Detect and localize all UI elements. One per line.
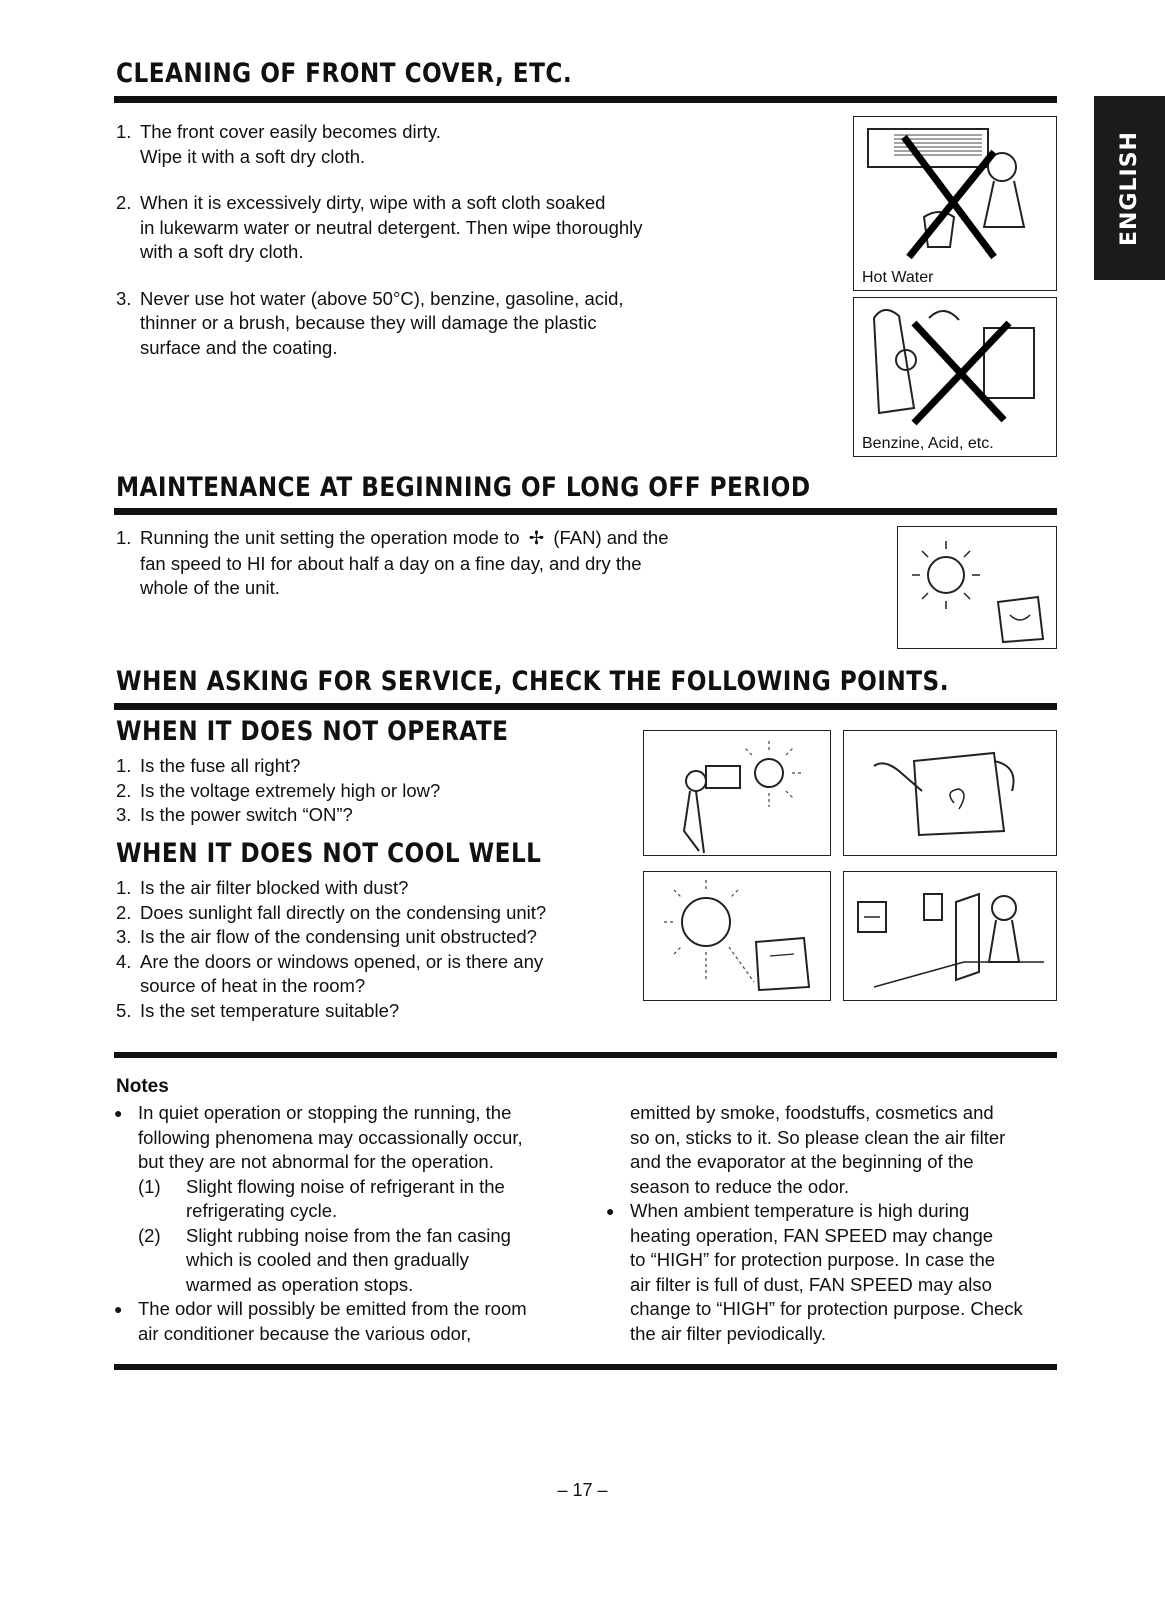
sunny-day-illustration (897, 526, 1057, 649)
note-subitem: (2) Slight rubbing noise from the fan casing which is cooled and then gradually warmed as operation stops. (138, 1224, 511, 1295)
figure-caption: Hot Water (862, 269, 934, 286)
section-rule (114, 703, 1057, 710)
power-switch-illustration (843, 730, 1057, 856)
notes-rule-top (114, 1052, 1057, 1058)
sunlight-drawing (644, 872, 830, 1000)
list-item: 5. Is the set temperature suitable? (116, 999, 400, 1021)
hot-water-drawing (854, 117, 1056, 267)
sunlight-unit-illustration (643, 871, 831, 1001)
not-cool-list (116, 876, 626, 1023)
list-item: 4. Are the doors or windows opened, or is there any source of heat in the room? (116, 950, 544, 996)
list-item: 1. Is the fuse all right? (116, 755, 301, 776)
cleaning-steps (116, 120, 716, 360)
list-item: 1. Is the air filter blocked with dust? (116, 877, 409, 898)
figure-caption: Benzine, Acid, etc. (862, 435, 994, 452)
bullet-icon: ● (114, 1105, 123, 1121)
fuse-drawing (644, 731, 830, 855)
section-rule (114, 96, 1057, 103)
list-item: 3. Never use hot water (above 50°C), benzine, gasoline, acid, thinner or a brush, because they will damage the plastic surface and the coating. (116, 287, 624, 358)
list-item: 1. Running the unit setting the operation mode to ✢ (FAN) and the fan speed to HI for about half a day on a fine day, and dry the whole of the unit. (116, 527, 669, 598)
note-bullet: ● In quiet operation or stopping the running, the following phenomena may occassionally occur, but they are not abnormal for the operation. (1) Slight flowing noise of refrigerant in the refrigerating cycle. (2) Slight rubbing noise from the fan casing which is cooled and then gradually warmed as operation stops. (114, 1101, 564, 1297)
list-item: 2. Is the voltage extremely high or low? (116, 779, 441, 801)
bullet-icon: ● (606, 1203, 615, 1219)
section-title-service: WHEN ASKING FOR SERVICE, CHECK THE FOLLOWING POINTS. (116, 666, 949, 697)
list-item: 1. The front cover easily becomes dirty. Wipe it with a soft dry cloth. (116, 121, 441, 167)
list-item: 2. When it is excessively dirty, wipe with a soft cloth soaked in lukewarm water or neutral detergent. Then wipe thoroughly with a soft dry cloth. (116, 192, 643, 262)
page-number: – 17 – (557, 1480, 608, 1500)
hot-water-illustration (853, 116, 1057, 291)
note-subitem: (1) Slight flowing noise of refrigerant in the refrigerating cycle. (138, 1175, 505, 1221)
sun-drawing (898, 527, 1056, 648)
benzine-acid-drawing (854, 298, 1056, 430)
note-bullet: ● When ambient temperature is high during heating operation, FAN SPEED may change to “HIGH” for protection purpose. In case the air filter is full of dust, FAN SPEED may also change to “HIGH” for protection purpose. Check the air filter peviodically. (606, 1199, 1058, 1346)
notes-right-column (606, 1101, 1058, 1346)
language-tab: ENGLISH (1094, 96, 1165, 280)
list-item: 3. Is the power switch “ON”? (116, 804, 353, 825)
open-door-illustration (843, 871, 1057, 1001)
note-bullet: ● The odor will possibly be emitted from the room air conditioner because the various odor, (114, 1297, 564, 1346)
fan-mode-icon: ✢ (528, 528, 545, 549)
benzine-acid-illustration (853, 297, 1057, 457)
bullet-icon: ● (114, 1301, 123, 1317)
notes-heading: Notes (116, 1076, 169, 1097)
list-item: 2. Does sunlight fall directly on the condensing unit? (116, 901, 547, 923)
section-title-maintenance: MAINTENANCE AT BEGINNING OF LONG OFF PERIOD (116, 472, 811, 503)
switch-drawing (844, 731, 1056, 855)
subsection-title-not-cool: WHEN IT DOES NOT COOL WELL (116, 838, 542, 869)
notes-rule-bottom (114, 1364, 1057, 1370)
not-operate-list (116, 754, 636, 828)
section-rule (114, 508, 1057, 515)
door-drawing (844, 872, 1056, 1000)
fuse-check-illustration (643, 730, 831, 856)
subsection-title-not-operate: WHEN IT DOES NOT OPERATE (116, 716, 509, 747)
section-title-cleaning: CLEANING OF FRONT COVER, ETC. (116, 58, 573, 89)
list-item: 3. Is the air flow of the condensing unit obstructed? (116, 926, 537, 947)
note-continuation: emitted by smoke, foodstuffs, cosmetics and so on, sticks to it. So please clean the air filter and the evaporator at the beginning of the season to reduce the odor. (630, 1102, 1006, 1197)
maintenance-steps (116, 526, 766, 601)
notes-left-column (114, 1101, 564, 1346)
